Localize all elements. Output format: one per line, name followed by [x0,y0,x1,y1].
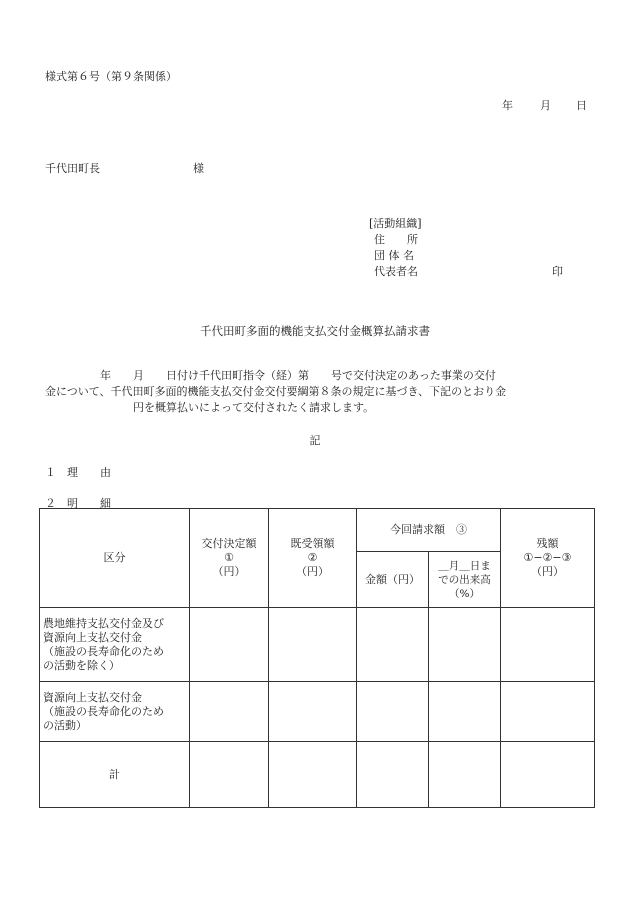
cell-received[interactable] [269,742,357,808]
addressee [45,160,204,176]
cell-received[interactable] [269,682,357,742]
detail-table [39,508,595,808]
cell-remaining[interactable] [501,682,595,742]
cell-decided[interactable] [190,682,269,742]
cell-amount[interactable] [357,608,429,682]
request-body [45,368,595,416]
cell-remaining[interactable] [501,608,595,682]
addressee-name: 千代田町長 [45,162,100,175]
ki-heading: 記 [309,434,321,447]
organization-heading: [活動組織] [369,217,422,230]
header-remaining: 残額 ①−②−③ （円） [501,509,595,608]
header-category: 区分 [40,509,190,608]
organization-block [369,216,563,280]
representative-row [374,264,563,280]
date-day: 日 [576,99,587,112]
date-line [502,97,587,113]
row-label-resource: 資源向上支払交付金 （施設の長寿命化のため の活動） [40,682,190,742]
body-line-3: 円を概算払いによって交付されたく請求します。 [45,401,375,414]
form-number: 様式第６号（第９条関係） [45,70,177,83]
cell-remaining[interactable] [501,742,595,808]
header-progress: ＿月＿日ま での出来高 （%） [429,552,501,608]
seal-mark: 印 [552,265,563,278]
cell-progress[interactable] [429,682,501,742]
cell-received[interactable] [269,608,357,682]
date-year: 年 [502,99,513,112]
item-reason: １ 理 由 [45,466,111,479]
cell-amount[interactable] [357,742,429,808]
document-title: 千代田町多面的機能支払交付金概算払請求書 [200,324,430,338]
header-received: 既受領額 ② （円） [269,509,357,608]
item-details: ２ 明 細 [45,497,111,510]
representative-label: 代表者名 [374,265,418,278]
body-line-2: 金について、千代田町多面的機能支払交付金交付要綱第８条の規定に基づき、下記のとおり金 [45,385,507,398]
row-label-total: 計 [40,742,190,808]
row-label-maintenance: 農地維持支払交付金及び 資源向上支払交付金 （施設の長寿命化のため の活動を除く） [40,608,190,682]
cell-decided[interactable] [190,608,269,682]
cell-amount[interactable] [357,682,429,742]
address-label: 住 所 [374,233,418,246]
date-month: 月 [540,99,551,112]
header-decided: 交付決定額 ① （円） [190,509,269,608]
body-line-1: 年 月 日付け千代田町指令（経）第 号で交付決定のあった事業の交付 [45,369,496,382]
cell-progress[interactable] [429,742,501,808]
addressee-honorific: 様 [193,162,204,175]
cell-progress[interactable] [429,608,501,682]
header-amount: 金額（円） [357,552,429,608]
header-current: 今回請求額 ③ [357,509,501,552]
group-name-label: 団 体 名 [374,249,414,262]
cell-decided[interactable] [190,742,269,808]
